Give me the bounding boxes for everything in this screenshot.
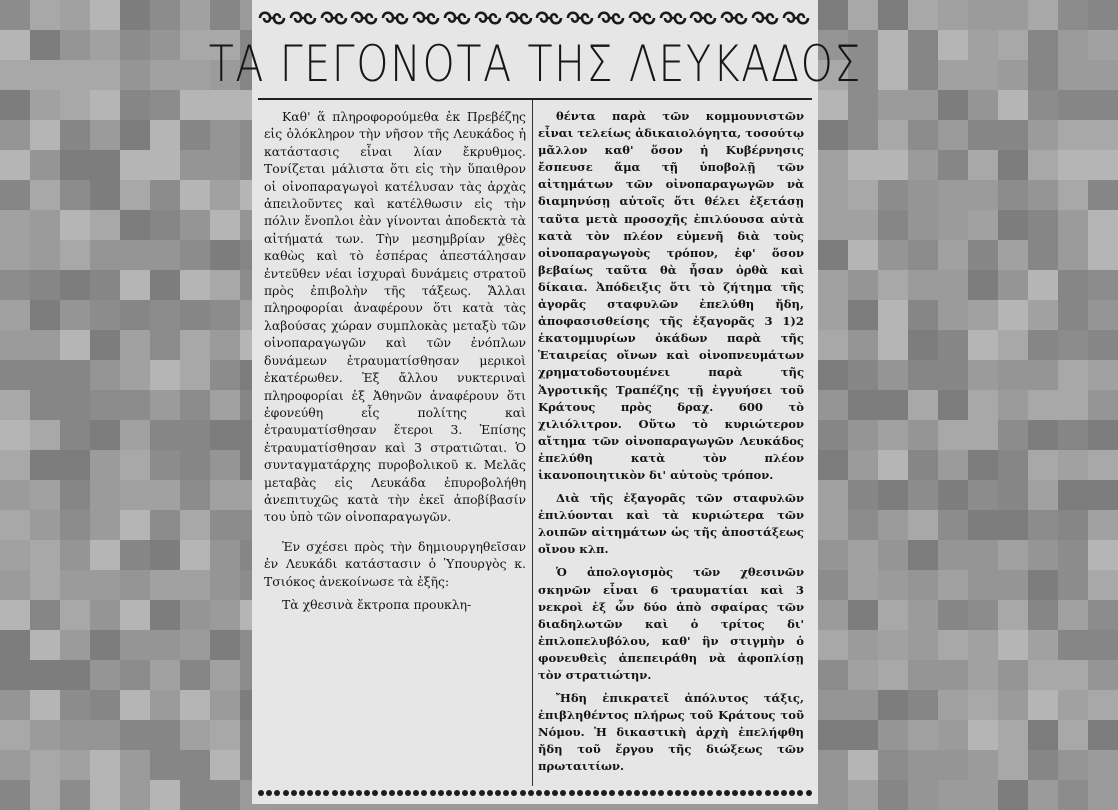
headline-box bbox=[208, 30, 862, 98]
bottom-dotted-border bbox=[258, 786, 812, 800]
ornament-dot bbox=[405, 790, 411, 796]
ornament-dot bbox=[650, 790, 656, 796]
ornament-dot bbox=[299, 790, 305, 796]
column-divider bbox=[532, 100, 533, 786]
ornament-dot bbox=[797, 790, 803, 796]
ornament-dot bbox=[381, 790, 387, 796]
ornament-scroll-icon bbox=[320, 8, 348, 28]
ornament-dot bbox=[699, 790, 705, 796]
ornament-dot bbox=[470, 790, 476, 796]
ornament-dot bbox=[479, 790, 485, 796]
left-paragraph-3: Τὰ χθεσινὰ ἔκτροπα προυκλη- bbox=[282, 596, 472, 612]
ornament-dot bbox=[560, 790, 566, 796]
ornament-dot bbox=[536, 790, 542, 796]
top-ornament-border bbox=[258, 6, 810, 30]
left-paragraph-1: Καθ' ἅ πληροφορούμεθα ἐκ Πρεβέζης εἰς ὁλόκληρον τὴν νῆσον τῆς Λευκάδος ἡ κατάστασις εἶναι λίαν ἔκρυθμος. Τονίζεται μάλιστα ὅτι εἰς τὴν ὕπαιθρον οἱ οἰνοπαραγωγοὶ κατέλυσαν τὰς ἀρχὰς ἀπειλοῦντες καὶ κατέλθωσιν εἰς τὴν πόλιν ἔνοπλοι ἐὰν γίνονται ἀποδεκτὰ τὰ αἰτήματά των. Τὴν μεσημβρίαν χθὲς καθὼς καὶ τὸ ἑσπέρας ἀπεστάλησαν ἐντεῦθεν νέαι ἰσχυραὶ δυνάμεις στρατοῦ πρὸς ἐπιβολὴν τῆς τάξεως. Ἄλλαι πληροφορίαι ἀναφέρουν ὅτι κατὰ τὰς λαβούσας χώραν συμπλοκὰς μεταξὺ τῶν οἰνοπαραγωγῶν καὶ τῶν ἐνόπλων δυνάμεων ἐτραυματίσθησαν μερικοὶ ἑκατέρωθεν. Ἐξ ἄλλου νυκτεριναὶ πληροφορίαι ἐξ Ἀθηνῶν ἀναφέρουν ὅτι ἐφονεύθη εἷς πολίτης καὶ ἐτραυματίσθησαν ἕτεροι 3. Ἐπίσης ἐτραυματίσθησαν καὶ 3 στρατιῶται. Ὁ συνταγματάρχης πυροβολικοῦ κ. Μελᾶς μεταβὰς εἰς Λευκάδα ἐπυροβολήθη ἀνεπιτυχῶς κατὰ τὴν ἐκεῖ ἀποβίβασίν του ὑπὸ τῶν οἰνοπαραγωγῶν. bbox=[264, 109, 526, 525]
ornament-scroll-icon bbox=[566, 8, 594, 28]
ornament-scroll-icon bbox=[689, 8, 717, 28]
left-paragraph-2: Ἐν σχέσει πρὸς τὴν δημιουργηθεῖσαν ἐν Λευκάδι κατάστασιν ὁ Ὑπουργὸς κ. Τσιόκος ἀνεκοίνωσε τὰ ἑξῆς: bbox=[264, 538, 526, 589]
ornament-dot bbox=[258, 790, 264, 796]
ornament-dot bbox=[511, 790, 517, 796]
ornament-dot bbox=[601, 790, 607, 796]
ornament-dot bbox=[683, 790, 689, 796]
ornament-dot bbox=[307, 790, 313, 796]
ornament-dot bbox=[421, 790, 427, 796]
ornament-dot bbox=[528, 790, 534, 796]
ornament-dot bbox=[789, 790, 795, 796]
ornament-dot bbox=[446, 790, 452, 796]
ornament-dot bbox=[724, 790, 730, 796]
ornament-scroll-icon bbox=[659, 8, 687, 28]
right-paragraph-2: Διὰ τῆς ἐξαγορᾶς τῶν σταφυλῶν ἐπιλύονται καὶ τὰ κυριώτερα τῶν λοιπῶν αἰτημάτων ὡς τῆς ἀποστάξεως οἴνου κλπ. bbox=[538, 491, 804, 557]
ornament-dot bbox=[740, 790, 746, 796]
ornament-dot bbox=[364, 790, 370, 796]
ornament-dot bbox=[781, 790, 787, 796]
ornament-dot bbox=[756, 790, 762, 796]
right-column bbox=[538, 108, 804, 780]
ornament-dot bbox=[372, 790, 378, 796]
ornament-dot bbox=[438, 790, 444, 796]
ornament-dot bbox=[675, 790, 681, 796]
ornament-dot bbox=[658, 790, 664, 796]
ornament-dot bbox=[389, 790, 395, 796]
ornament-scroll-icon bbox=[597, 8, 625, 28]
ornament-dot bbox=[332, 790, 338, 796]
left-column bbox=[264, 108, 526, 780]
ornament-dot bbox=[765, 790, 771, 796]
ornament-dot bbox=[748, 790, 754, 796]
ornament-scroll-icon bbox=[412, 8, 440, 28]
ornament-dot bbox=[454, 790, 460, 796]
ornament-scroll-icon bbox=[258, 8, 286, 28]
ornament-dot bbox=[274, 790, 280, 796]
ornament-dot bbox=[707, 790, 713, 796]
ornament-dot bbox=[716, 790, 722, 796]
ornament-scroll-icon bbox=[474, 8, 502, 28]
ornament-dot bbox=[569, 790, 575, 796]
newspaper-clipping bbox=[208, 0, 862, 804]
ornament-dot bbox=[626, 790, 632, 796]
ornament-dot bbox=[495, 790, 501, 796]
headline-rule bbox=[258, 98, 812, 100]
ornament-scroll-icon bbox=[751, 8, 779, 28]
ornament-dot bbox=[397, 790, 403, 796]
ornament-dot bbox=[356, 790, 362, 796]
ornament-scroll-icon bbox=[289, 8, 317, 28]
ornament-dot bbox=[266, 790, 272, 796]
ornament-scroll-icon bbox=[381, 8, 409, 28]
ornament-dot bbox=[340, 790, 346, 796]
article-headline: ΤΑ ΓΕΓΟΝΟΤΑ ΤΗΣ ΛΕΥΚΑΔΟΣ bbox=[208, 35, 862, 93]
ornament-scroll-icon bbox=[535, 8, 563, 28]
ornament-scroll-icon bbox=[443, 8, 471, 28]
right-paragraph-3: Ὁ ἀπολογισμὸς τῶν χθεσινῶν σκηνῶν εἶναι 6 τραυματίαι καὶ 3 νεκροὶ ἐξ ὧν δύο ἀπὸ σφαίρας τῶν διαδηλωτῶν καὶ ὁ τρίτος δι' ἐπιλοπελυβόλου, καθ' ἣν στιγμὴν ὁ φονευθεὶς ἀπεπειράθη νὰ ἀφοπλίσῃ τὸν στρατιώτην. bbox=[538, 565, 804, 682]
ornament-dot bbox=[593, 790, 599, 796]
ornament-dot bbox=[430, 790, 436, 796]
ornament-dot bbox=[348, 790, 354, 796]
ornament-dot bbox=[315, 790, 321, 796]
ornament-dot bbox=[544, 790, 550, 796]
ornament-dot bbox=[291, 790, 297, 796]
right-paragraph-1: θέντα παρὰ τῶν κομμουνιστῶν εἶναι τελείως ἀδικαιολόγητα, τοσούτῳ μᾶλλον καθ' ὅσον ἡ Κυβέρνησις ἔσπευσε ἅμα τῇ ὑποβολῇ τῶν αἰτημάτων τῶν οἰνοπαραγωγῶν νὰ διαμηνύσῃ αὐτοῖς ὅτι θέλει ἐξετάσῃ ταῦτα μετὰ προσοχῆς ἐπιλύουσα αὐτὰ κατὰ τὸν πλέον εὐμενῆ διὰ τοὺς οἰνοπαραγωγοὺς τρόπον, ἐφ' ὅσον βεβαίως ταῦτα θὰ ἦσαν ὀρθὰ καὶ δίκαια. Ἀπόδειξις ὅτι τὸ ζήτημα τῆς ἀγορᾶς σταφυλῶν ἐπελύθη ἤδη, ἀποφασισθείσης τῆς ἐξαγορᾶς 3 1)2 ἑκατομμυρίων ὀκάδων παρὰ τῆς Ἑταιρείας οἴνων καὶ οἰνοπνευμάτων χρηματοδοτουμένει παρὰ τῆς Ἀγροτικῆς Τραπέζης τῇ ἐγγυήσει τοῦ Κράτους πρὸς δραχ. 600 τὸ χιλιόλιτρον. Οὕτω τὸ κυριώτερον αἴτημα τῶν οἰνοπαραγωγῶν Λευκάδος ἐπελύθη κατὰ τὸν πλέον ἱκανοποιητικὸν δι' αὐτοὺς τρόπον. bbox=[538, 109, 804, 482]
ornament-dot bbox=[618, 790, 624, 796]
ornament-dot bbox=[609, 790, 615, 796]
ornament-dot bbox=[577, 790, 583, 796]
ornament-dot bbox=[634, 790, 640, 796]
ornament-dot bbox=[732, 790, 738, 796]
ornament-dot bbox=[552, 790, 558, 796]
ornament-dot bbox=[487, 790, 493, 796]
ornament-dot bbox=[520, 790, 526, 796]
ornament-dot bbox=[691, 790, 697, 796]
blurred-right-region bbox=[818, 0, 1094, 804]
ornament-dot bbox=[773, 790, 779, 796]
ornament-scroll-icon bbox=[782, 8, 810, 28]
ornament-dot bbox=[503, 790, 509, 796]
ornament-dot bbox=[667, 790, 673, 796]
ornament-scroll-icon bbox=[628, 8, 656, 28]
blurred-left-region bbox=[0, 0, 252, 804]
right-paragraph-4: Ἤδη ἐπικρατεῖ ἀπόλυτος τάξις, ἐπιβληθέντος πλήρως τοῦ Κράτους τοῦ Νόμου. Ἡ δικαστικὴ ἀρχὴ ἐπελήφθη ἤδη τοῦ ἔργου τῆς διώξεως τῶν πρωταιτίων. bbox=[538, 691, 804, 774]
ornament-dot bbox=[283, 790, 289, 796]
ornament-dot bbox=[323, 790, 329, 796]
ornament-scroll-icon bbox=[505, 8, 533, 28]
ornament-scroll-icon bbox=[350, 8, 378, 28]
ornament-dot bbox=[462, 790, 468, 796]
ornament-dot bbox=[642, 790, 648, 796]
ornament-scroll-icon bbox=[720, 8, 748, 28]
ornament-dot bbox=[585, 790, 591, 796]
ornament-dot bbox=[413, 790, 419, 796]
ornament-dot bbox=[806, 790, 812, 796]
